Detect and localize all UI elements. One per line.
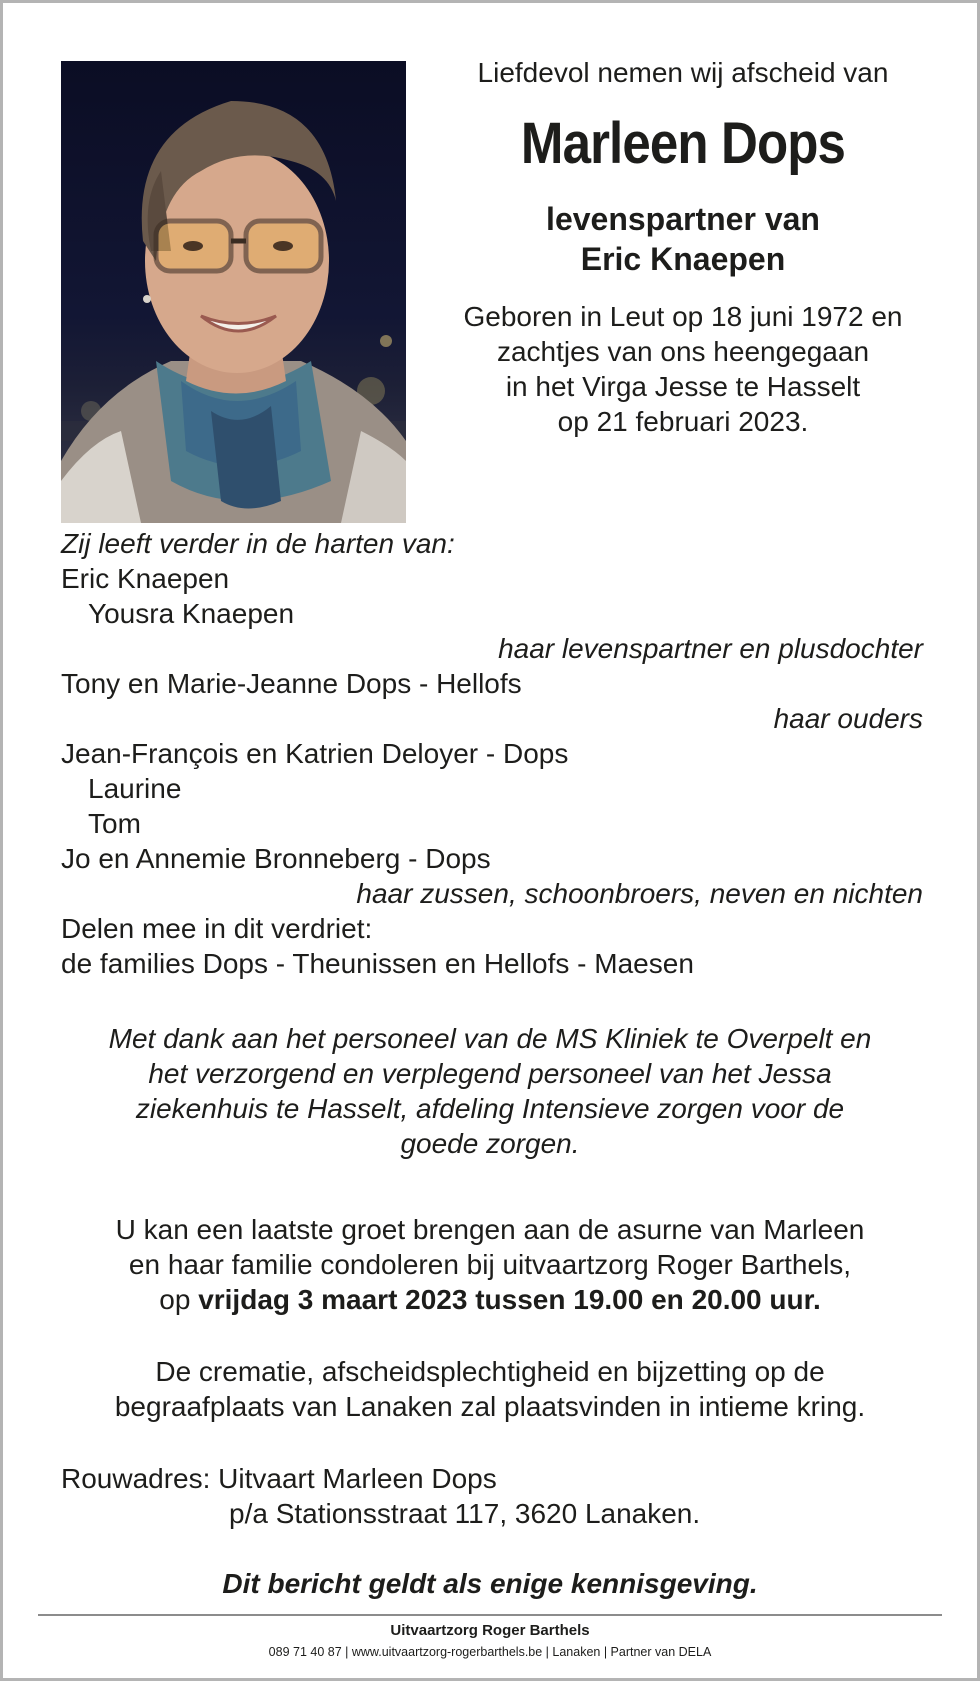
footer-company: Uitvaartzorg Roger Barthels <box>390 1622 590 1639</box>
partner-block <box>423 199 943 279</box>
family-heading: Zij leeft verder in de harten van: <box>61 528 455 559</box>
birth-death-text <box>423 299 943 439</box>
deceased-name: Marleen Dops <box>520 111 846 176</box>
thanks-line: het verzorgend en verplegend personeel van het Jessa <box>148 1058 832 1089</box>
intro-text: Liefdevol nemen wij afscheid van <box>477 57 889 88</box>
visit-line-3 <box>3 1282 977 1317</box>
visit-prefix: op <box>159 1284 199 1315</box>
header-block <box>423 55 943 439</box>
family-name: Eric Knaepen <box>61 563 230 594</box>
birth-line: zachtjes van ons heengegaan <box>496 336 870 367</box>
family-relation: haar zussen, schoonbroers, neven en nichten <box>356 878 923 909</box>
partner-line-1: levenspartner van <box>546 201 820 237</box>
share-families: de families Dops - Theunissen en Hellofs - Maesen <box>61 948 694 979</box>
family-name: Laurine <box>88 773 182 804</box>
family-name: Tony en Marie-Jeanne Dops - Hellofs <box>61 668 522 699</box>
share-heading: Delen mee in dit verdriet: <box>61 913 373 944</box>
family-name: Jean-François en Katrien Deloyer - Dops <box>61 738 569 769</box>
visit-line: en haar familie condoleren bij uitvaartzorg Roger Barthels, <box>128 1249 852 1280</box>
cremation-line: De crematie, afscheidsplechtigheid en bijzetting op de <box>155 1356 825 1387</box>
family-name: Jo en Annemie Bronneberg - Dops <box>61 843 491 874</box>
address-line-1: Rouwadres: Uitvaart Marleen Dops <box>61 1463 497 1494</box>
thanks-line: goede zorgen. <box>400 1128 580 1159</box>
birth-line: in het Virga Jesse te Hasselt <box>505 371 861 402</box>
footer-divider <box>38 1614 942 1616</box>
birth-line: Geboren in Leut op 18 juni 1972 en <box>463 301 903 332</box>
partner-line-2: Eric Knaepen <box>580 241 786 277</box>
family-relation: haar ouders <box>773 703 923 734</box>
birth-line: op 21 februari 2023. <box>557 406 809 437</box>
family-name: Yousra Knaepen <box>88 598 295 629</box>
cremation-line: begraafplaats van Lanaken zal plaatsvinden in intieme kring. <box>114 1391 866 1422</box>
visit-date-time: vrijdag 3 maart 2023 tussen 19.00 en 20.00 uur. <box>198 1284 821 1315</box>
family-relation: haar levenspartner en plusdochter <box>498 633 923 664</box>
thanks-line: Met dank aan het personeel van de MS Kliniek te Overpelt en <box>108 1023 872 1054</box>
family-section <box>61 526 923 981</box>
address-line-2: p/a Stationsstraat 117, 3620 Lanaken. <box>229 1498 701 1529</box>
family-name: Tom <box>88 808 141 839</box>
notice-text: Dit bericht geldt als enige kennisgeving. <box>222 1568 758 1599</box>
footer-info: 089 71 40 87 | www.uitvaartzorg-rogerbarthels.be | Lanaken | Partner van DELA <box>268 1645 712 1659</box>
portrait-illustration <box>61 61 406 523</box>
thanks-line: ziekenhuis te Hasselt, afdeling Intensieve zorgen voor de <box>135 1093 845 1124</box>
portrait-photo <box>61 61 406 523</box>
visit-line: U kan een laatste groet brengen aan de asurne van Marleen <box>115 1214 865 1245</box>
